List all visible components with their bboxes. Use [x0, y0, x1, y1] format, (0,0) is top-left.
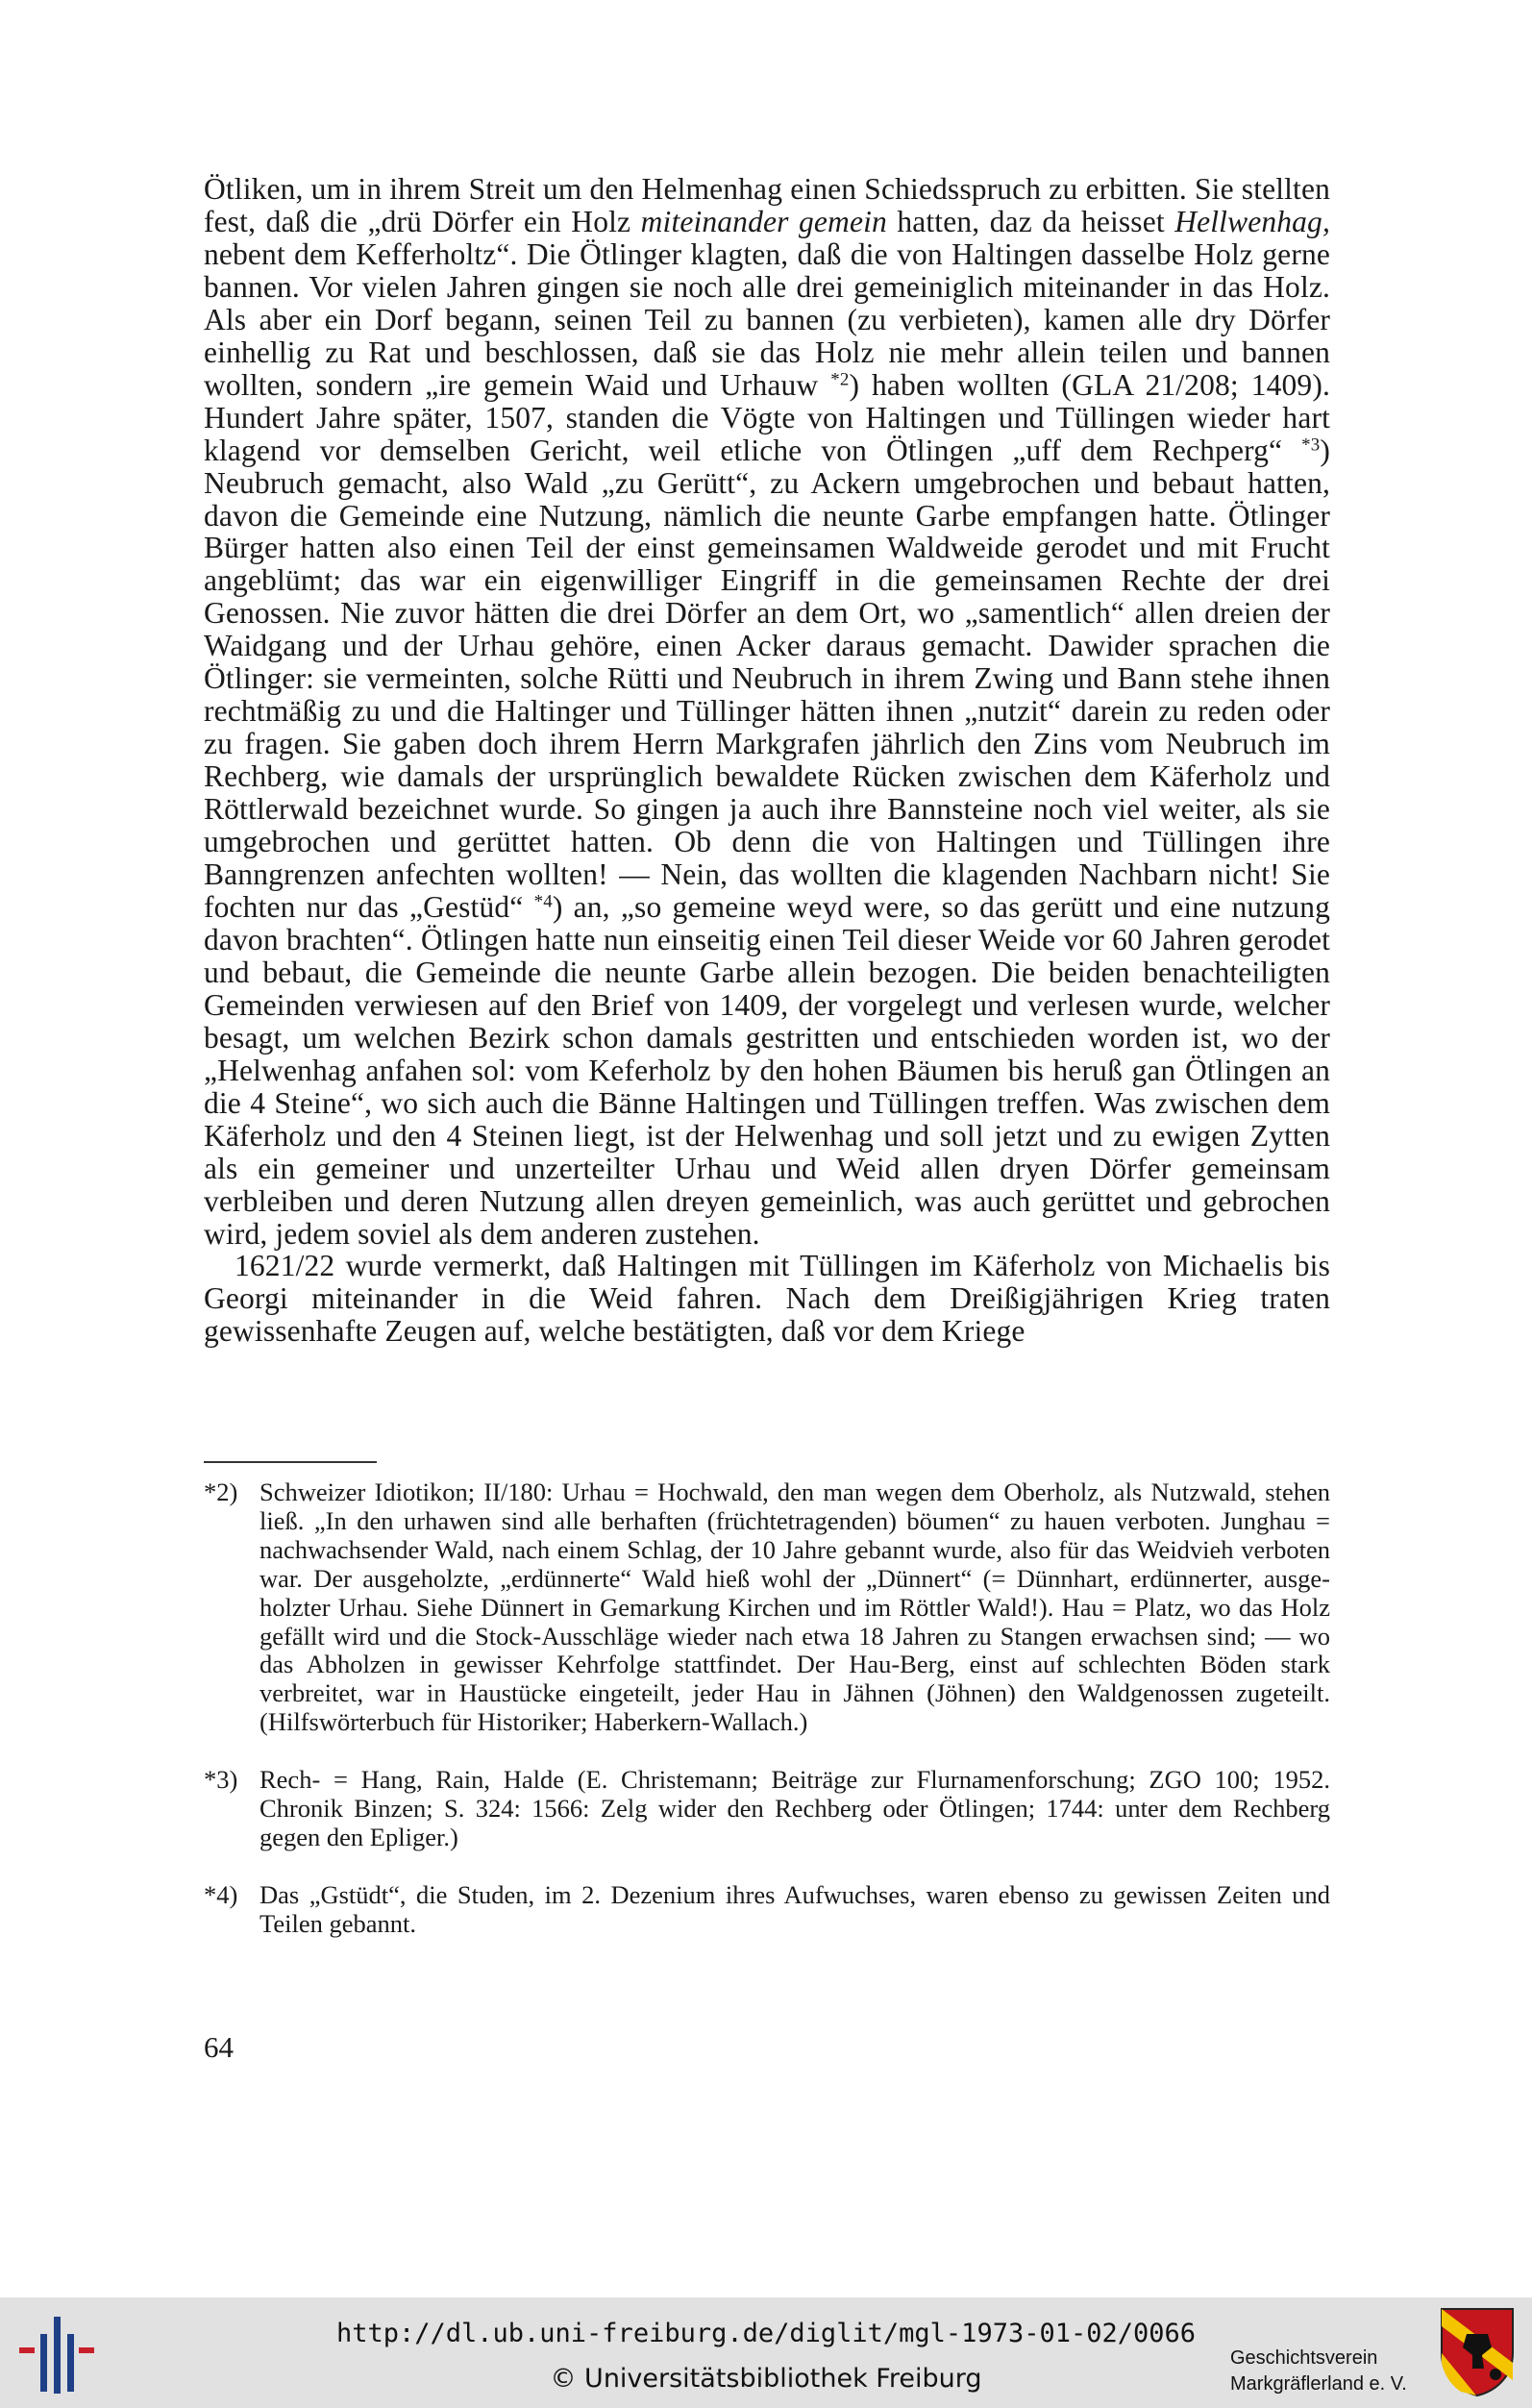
- footnote-mark: *3): [204, 1765, 238, 1795]
- text-run: hatten, daz da heisset: [886, 204, 1175, 238]
- source-url[interactable]: http://dl.ub.uni-freiburg.de/diglit/mgl-1973-01-02/0066: [335, 2319, 1197, 2348]
- footnote-text: Schweizer Idiotikon; II/180: Urhau = Hochwald, den man wegen dem Oberholz, als Nutzwald, stehen ließ. „In den urhawen sind alle berhaften (früchtetragenden) böumen“ zu hauen verboten. Junghau = nachwachsender Wald, nach einem Schlag, der 10 Jahre gebannt wurde, also für das Weidvieh verboten war. Der ausgeholzte, „erdünnerte“ Wald hieß wohl der „Dünnert“ (= Dünnhart, erdünnerter, ausgeholzter Urhau. Siehe Dünnert in Gemarkung Kirchen und im Röttler Wald!). Hau = Platz, wo das Holz gefällt wird und die Stock-Ausschläge wieder nach etwa 18 Jahren zu Stangen erwachsen sind; — wo das Abholzen in gewisser Kehrfolge stattfindet. Der Hau-Berg, einst auf schlechten Böden stark verbreitet, war in Haustücke eingeteilt, jeder Hau in Jähnen (Jöhnen) den Waldgenossen zugeteilt. (Hilfswörterbuch für Historiker; Haberkern-Wallach.): [259, 1477, 1330, 1737]
- footnote: [204, 1881, 1330, 1939]
- body-paragraph: [204, 1250, 1330, 1348]
- text-run: nebent dem Kefferholtz“. Die Ötlinger klagten, daß die von Haltingen dasselbe Holz gerne bannen. Vor vielen Jahren gingen sie noch alle drei gemeiniglich miteinander in das Holz. Als aber ein Dorf begann, seinen Teil zu bannen (zu verbieten), kamen alle dry Dörfer einhellig zu Rat und beschlossen, daß sie das Holz nie mehr allein teilen und bannen wollten, sondern „ire gemein Waid und Urhauw: [204, 236, 1330, 402]
- footnote: [204, 1478, 1330, 1737]
- footnote-rule: [204, 1461, 377, 1463]
- footnote-mark: *4): [204, 1879, 238, 1909]
- society-crest-icon: [1438, 2305, 1517, 2397]
- footnote-text: Das „Gstüdt“, die Studen, im 2. Dezenium ihres Aufwuchses, waren ebenso zu gewissen Zeiten und Teilen gebannt.: [259, 1879, 1330, 1938]
- society-name: [1230, 2346, 1451, 2397]
- body-paragraph: [204, 173, 1330, 1250]
- text-run: Ötliken, um in ihrem Streit um den Helmenhag einen Schiedsspruch zu erbitten. Sie stellten fest, daß die „drü Dörfer ein Holz: [204, 172, 1330, 238]
- page-number: 64: [204, 2030, 234, 2064]
- italic-phrase: miteinander gemein: [640, 204, 887, 238]
- footnotes: [204, 1478, 1330, 1968]
- footnote-reference[interactable]: *4: [533, 891, 553, 912]
- text-run: 1621/22 wurde vermerkt, daß Haltingen mit Tüllingen im Käferholz von Michaelis bis Georgi miteinander in die Weid fahren. Nach dem Dreißigjährigen Krieg traten gewissenhafte Zeugen auf, welche bestätigten, daß vor dem Kriege: [204, 1249, 1330, 1349]
- body-text: [204, 173, 1330, 1348]
- copyright-notice: © Universitätsbibliothek Freiburg: [550, 2364, 982, 2394]
- society-name-line1: Geschichtsverein: [1230, 2347, 1378, 2369]
- italic-phrase: Hellwenhag,: [1174, 204, 1330, 238]
- footnote: [204, 1766, 1330, 1852]
- society-name-line2: Markgräflerland e. V.: [1230, 2373, 1407, 2395]
- footnote-text: Rech- = Hang, Rain, Halde (E. Christemann; Beiträge zur Flurnamenforschung; ZGO 100; 1952. Chronik Binzen; S. 324: 1566: Zelg wider den Rechberg oder Ötlingen; 1744: unter dem Rechberg gegen den Epliger.): [259, 1765, 1330, 1851]
- footnote-reference[interactable]: *3: [1301, 434, 1321, 456]
- text-run: ) an, „so gemeine weyd were, so das gerütt und eine nutzung davon brachten“. Ötlingen hatte nun einseitig einen Teil dieser Weide vor 60 Jahren gerodet und bebaut, die Gemeinde die neunte Garbe allein bezogen. Die beiden benachteiligten Gemeinden verwiesen auf den Brief von 1409, der vorgelegt und verlesen wurde, welcher besagt, um welchen Bezirk schon damals gestritten und entschieden worden ist, wo der „Helwenhag anfahen sol: vom Keferholz by den hohen Bäumen bis heruß gan Ötlingen an die 4 Steine“, wo sich auch die Bänne Haltingen und Tüllingen treffen. Was zwischen dem Käferholz und den 4 Steinen liegt, ist der Helwenhag und soll jetzt und zu ewigen Zytten als ein gemeiner und unzerteilter Urhau und Weid allen dryen Dörfer gemeinsam verbleiben und deren Nutzung allen dreyen gemeinlich, was auch gerüttet und gebrochen wird, jedem soviel als dem anderen zustehen.: [204, 889, 1331, 1251]
- text-run: ) Neubruch gemacht, also Wald „zu Gerütt“, zu Ackern umgebrochen und bebaut hatten, davon die Gemeinde eine Nutzung, nämlich die neunte Garbe empfangen hatte. Ötlinger Bürger hatten also einen Teil der einst gemeinsamen Waldweide gerodet und mit Frucht angeblümt; das war ein eigenwilliger Eingriff in die gemeinsamen Rechte der drei Genossen. Nie zuvor hätten die drei Dörfer an dem Ort, wo „samentlich“ allen dreien der Waidgang und der Urhau gehöre, einen Acker daraus gemacht. Dawider sprachen die Ötlinger: sie vermeinten, solche Rütti und Neubruch in ihrem Zwing und Bann stehe ihnen rechtmäßig zu und die Haltinger und Tüllinger hätten ihnen „nutzit“ darein zu reden oder zu fragen. Sie gaben doch ihrem Herrn Markgrafen jährlich den Zins vom Neubruch im Rechberg, wie damals der ursprünglich bewaldete Rücken zwischen dem Käferholz und Röttlerwald bezeichnet wurde. So gingen ja auch ihre Bannsteine noch viel weiter, als sie umgebrochen und gerüttet hatten. Ob denn die von Haltingen und Tüllingen ihre Banngrenzen anfechten wollten! — Nein, das wollten die klagenden Nachbarn nicht! Sie fochten nur das „Gestüd“: [204, 433, 1330, 924]
- footnote-reference[interactable]: *2: [830, 369, 850, 390]
- text-run: ) haben wollten (GLA 21/208; 1409). Hundert Jahre später, 1507, standen die Vögte von Haltingen und Tüllingen wieder hart klagend vor demselben Gericht, weil etliche von Ötlingen „uff dem Rechperg“: [204, 367, 1330, 467]
- footnote-mark: *2): [204, 1477, 238, 1506]
